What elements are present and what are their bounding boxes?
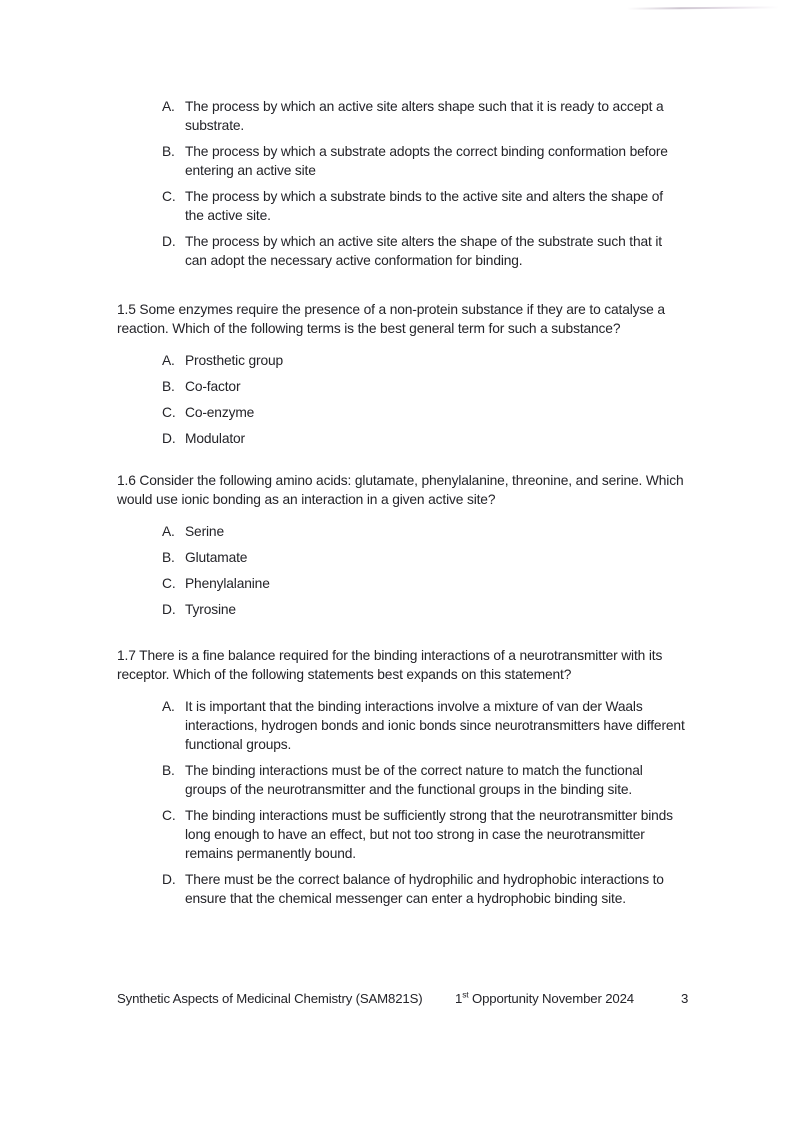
option-letter: C. [162, 405, 176, 420]
option-letter: C. [162, 189, 176, 204]
option-text: The process by which an active site alters shape such that it is ready to accept a substrate. [185, 99, 664, 133]
option-text: The binding interactions must be sufficiently strong that the neurotransmitter binds long enough to have an effect, but not too strong in case the neurotransmitter remains permanently bound. [185, 808, 673, 861]
option-text: Modulator [185, 431, 246, 446]
option-text: The binding interactions must be of the correct nature to match the functional groups of the neurotransmitter and the functional groups in the binding site. [185, 763, 643, 797]
option-list [117, 97, 695, 270]
option-letter: B. [162, 144, 175, 159]
option-letter: D. [162, 234, 176, 249]
option-text: Co-factor [185, 379, 241, 394]
option-letter: B. [162, 379, 175, 394]
option-text: The process by which an active site alters the shape of the substrate such that it can adopt the necessary active conformation for binding. [185, 234, 662, 268]
option-list [117, 351, 695, 448]
option-text: The process by which a substrate binds to the active site and alters the shape of the active site. [185, 189, 663, 223]
option-text: Tyrosine [185, 602, 236, 617]
footer-opportunity [455, 990, 634, 1008]
option-row-d [162, 429, 695, 448]
option-row-c [162, 403, 695, 422]
option-letter: A. [162, 524, 175, 539]
option-row-b [162, 761, 695, 799]
option-row-c [162, 574, 695, 593]
question-1-7 [117, 646, 695, 915]
option-row-b [162, 548, 695, 567]
option-letter: B. [162, 763, 175, 778]
footer-opportunity-ordinal: st [462, 989, 469, 1000]
option-text: Serine [185, 524, 224, 539]
option-row-d [162, 232, 695, 270]
question-1-6 [117, 471, 695, 626]
option-letter: B. [162, 550, 175, 565]
option-text: Glutamate [185, 550, 248, 565]
question-text: 1.7 There is a fine balance required for the binding interactions of a neurotransmitter with its receptor. Which of the following statements best expands on this statement? [117, 648, 663, 682]
question-1-5 [117, 300, 695, 455]
option-row-d [162, 600, 695, 619]
question-1-4-options [117, 97, 695, 277]
option-row-b [162, 377, 695, 396]
option-text: Prosthetic group [185, 353, 284, 368]
option-row-a [162, 522, 695, 541]
option-text: There must be the correct balance of hydrophilic and hydrophobic interactions to ensure that the chemical messenger can enter a hydrophobic binding site. [185, 872, 664, 906]
option-letter: D. [162, 431, 176, 446]
page-footer [117, 990, 717, 1010]
option-letter: D. [162, 602, 176, 617]
footer-opportunity-number: 1 [455, 991, 463, 1006]
option-text: Phenylalanine [185, 576, 270, 591]
option-letter: A. [162, 353, 175, 368]
option-list [117, 522, 695, 619]
option-list [117, 697, 695, 908]
option-letter: A. [162, 699, 175, 714]
option-row-a [162, 697, 695, 754]
option-row-c [162, 806, 695, 863]
option-row-c [162, 187, 695, 225]
option-letter: D. [162, 872, 176, 887]
question-text: 1.5 Some enzymes require the presence of a non-protein substance if they are to catalyse a reaction. Which of the following terms is the best general term for such a substance? [117, 302, 665, 336]
option-row-a [162, 351, 695, 370]
option-letter: C. [162, 808, 176, 823]
footer-page-number: 3 [681, 991, 689, 1006]
scan-artifact-line [627, 6, 779, 9]
option-letter: C. [162, 576, 176, 591]
option-text: It is important that the binding interactions involve a mixture of van der Waals interactions, hydrogen bonds and ionic bonds since neurotransmitters have different functional groups. [185, 699, 685, 752]
option-text: The process by which a substrate adopts the correct binding conformation before entering an active site [185, 144, 668, 178]
option-row-b [162, 142, 695, 180]
footer-course-title: Synthetic Aspects of Medicinal Chemistry (SAM821S) [117, 991, 423, 1006]
option-letter: A. [162, 99, 175, 114]
footer-opportunity-rest: Opportunity November 2024 [468, 991, 634, 1006]
option-row-d [162, 870, 695, 908]
question-text: 1.6 Consider the following amino acids: glutamate, phenylalanine, threonine, and serine. Which would use ionic bonding as an interaction in a given active site? [117, 473, 684, 507]
option-row-a [162, 97, 695, 135]
option-text: Co-enzyme [185, 405, 255, 420]
